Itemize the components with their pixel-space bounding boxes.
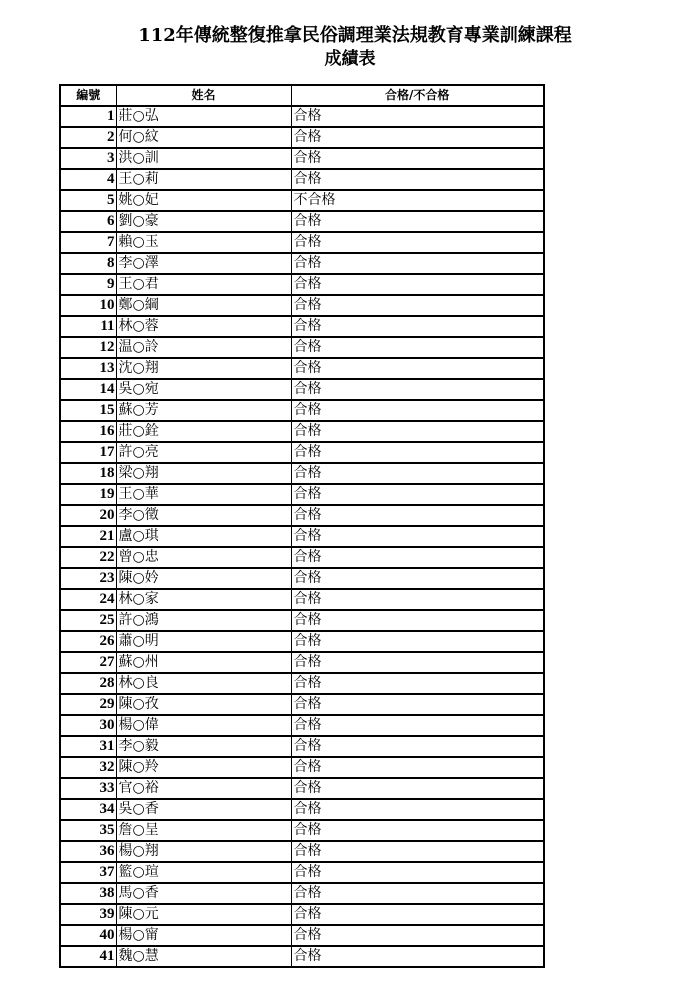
- table-row: [60, 652, 544, 673]
- row-number: 21: [60, 526, 116, 547]
- student-name: 李○毅: [116, 736, 291, 757]
- student-name: 詹○呈: [116, 820, 291, 841]
- document-subtitle: 成績表: [324, 49, 376, 69]
- student-name: 李○澤: [116, 253, 291, 274]
- row-number: 27: [60, 652, 116, 673]
- row-number: 34: [60, 799, 116, 820]
- table-row: [60, 757, 544, 778]
- student-name: 陳○孜: [116, 694, 291, 715]
- pass-result: 合格: [291, 568, 544, 589]
- row-number: 10: [60, 295, 116, 316]
- pass-result: 合格: [291, 442, 544, 463]
- row-number: 29: [60, 694, 116, 715]
- row-number: 13: [60, 358, 116, 379]
- student-name: 馬○香: [116, 883, 291, 904]
- row-number: 9: [60, 274, 116, 295]
- student-name: 李○徵: [116, 505, 291, 526]
- pass-result: 合格: [291, 295, 544, 316]
- student-name: 王○華: [116, 484, 291, 505]
- row-number: 25: [60, 610, 116, 631]
- pass-result: 合格: [291, 232, 544, 253]
- student-name: 楊○翔: [116, 841, 291, 862]
- row-number: 39: [60, 904, 116, 925]
- pass-result: 合格: [291, 925, 544, 946]
- pass-result: 合格: [291, 631, 544, 652]
- pass-result: 合格: [291, 841, 544, 862]
- student-name: 姚○妃: [116, 190, 291, 211]
- student-name: 梁○翔: [116, 463, 291, 484]
- table-row: [60, 862, 544, 883]
- table-row: [60, 316, 544, 337]
- table-row: [60, 694, 544, 715]
- document-title: 112年傳統整復推拿民俗調理業法規教育專業訓練課程: [138, 25, 572, 46]
- pass-result: 合格: [291, 652, 544, 673]
- pass-result: 合格: [291, 211, 544, 232]
- student-name: 洪○訓: [116, 148, 291, 169]
- document-title-block: [0, 24, 700, 70]
- student-name: 林○蓉: [116, 316, 291, 337]
- table-row: [60, 379, 544, 400]
- student-name: 蘇○芳: [116, 400, 291, 421]
- table-row: [60, 337, 544, 358]
- pass-result: 合格: [291, 400, 544, 421]
- table-row: [60, 274, 544, 295]
- row-number: 20: [60, 505, 116, 526]
- row-number: 31: [60, 736, 116, 757]
- score-table-header: [60, 85, 544, 106]
- table-row: [60, 904, 544, 925]
- row-number: 23: [60, 568, 116, 589]
- student-name: 吳○宛: [116, 379, 291, 400]
- table-row: [60, 169, 544, 190]
- row-number: 5: [60, 190, 116, 211]
- table-row: [60, 673, 544, 694]
- pass-result: 合格: [291, 526, 544, 547]
- table-row: [60, 568, 544, 589]
- student-name: 林○良: [116, 673, 291, 694]
- pass-result: 合格: [291, 610, 544, 631]
- row-number: 3: [60, 148, 116, 169]
- row-number: 30: [60, 715, 116, 736]
- student-name: 許○鴻: [116, 610, 291, 631]
- row-number: 12: [60, 337, 116, 358]
- table-row: [60, 463, 544, 484]
- table-row: [60, 253, 544, 274]
- table-row: [60, 148, 544, 169]
- score-table: [59, 84, 545, 968]
- pass-result: 合格: [291, 505, 544, 526]
- pass-result: 合格: [291, 715, 544, 736]
- header-number: 編號: [60, 85, 116, 106]
- student-name: 魏○慧: [116, 946, 291, 967]
- table-row: [60, 505, 544, 526]
- student-name: 楊○甯: [116, 925, 291, 946]
- student-name: 籃○瑄: [116, 862, 291, 883]
- table-row: [60, 127, 544, 148]
- row-number: 24: [60, 589, 116, 610]
- table-row: [60, 736, 544, 757]
- table-row: [60, 631, 544, 652]
- student-name: 莊○銓: [116, 421, 291, 442]
- pass-result: 合格: [291, 316, 544, 337]
- pass-result: 合格: [291, 379, 544, 400]
- student-name: 温○詅: [116, 337, 291, 358]
- header-result: 合格/不合格: [291, 85, 544, 106]
- pass-result: 合格: [291, 274, 544, 295]
- row-number: 41: [60, 946, 116, 967]
- row-number: 40: [60, 925, 116, 946]
- table-row: [60, 295, 544, 316]
- row-number: 19: [60, 484, 116, 505]
- table-row: [60, 925, 544, 946]
- student-name: 賴○玉: [116, 232, 291, 253]
- student-name: 林○家: [116, 589, 291, 610]
- student-name: 盧○琪: [116, 526, 291, 547]
- table-row: [60, 421, 544, 442]
- pass-result: 合格: [291, 589, 544, 610]
- pass-result: 合格: [291, 547, 544, 568]
- table-row: [60, 610, 544, 631]
- student-name: 陳○元: [116, 904, 291, 925]
- row-number: 14: [60, 379, 116, 400]
- pass-result: 合格: [291, 820, 544, 841]
- student-name: 許○亮: [116, 442, 291, 463]
- student-name: 陳○妗: [116, 568, 291, 589]
- table-row: [60, 778, 544, 799]
- student-name: 何○紋: [116, 127, 291, 148]
- pass-result: 合格: [291, 253, 544, 274]
- pass-result: 合格: [291, 106, 544, 127]
- pass-result: 合格: [291, 337, 544, 358]
- table-row: [60, 526, 544, 547]
- student-name: 王○君: [116, 274, 291, 295]
- row-number: 16: [60, 421, 116, 442]
- pass-result: 合格: [291, 463, 544, 484]
- header-row: [60, 85, 544, 106]
- table-row: [60, 211, 544, 232]
- student-name: 鄭○綱: [116, 295, 291, 316]
- pass-result: 合格: [291, 169, 544, 190]
- row-number: 4: [60, 169, 116, 190]
- row-number: 22: [60, 547, 116, 568]
- pass-result: 合格: [291, 778, 544, 799]
- student-name: 陳○羚: [116, 757, 291, 778]
- row-number: 17: [60, 442, 116, 463]
- student-name: 楊○偉: [116, 715, 291, 736]
- row-number: 28: [60, 673, 116, 694]
- table-row: [60, 820, 544, 841]
- table-row: [60, 547, 544, 568]
- row-number: 18: [60, 463, 116, 484]
- pass-result: 合格: [291, 799, 544, 820]
- row-number: 35: [60, 820, 116, 841]
- table-row: [60, 190, 544, 211]
- table-row: [60, 841, 544, 862]
- row-number: 15: [60, 400, 116, 421]
- student-name: 官○裕: [116, 778, 291, 799]
- row-number: 7: [60, 232, 116, 253]
- student-name: 沈○翔: [116, 358, 291, 379]
- student-name: 吳○香: [116, 799, 291, 820]
- row-number: 2: [60, 127, 116, 148]
- score-table-body: [60, 106, 544, 967]
- pass-result: 合格: [291, 673, 544, 694]
- student-name: 曾○忠: [116, 547, 291, 568]
- table-row: [60, 232, 544, 253]
- table-row: [60, 400, 544, 421]
- table-row: [60, 358, 544, 379]
- header-name: 姓名: [116, 85, 291, 106]
- row-number: 38: [60, 883, 116, 904]
- row-number: 37: [60, 862, 116, 883]
- table-row: [60, 106, 544, 127]
- table-row: [60, 946, 544, 967]
- student-name: 蘇○州: [116, 652, 291, 673]
- row-number: 33: [60, 778, 116, 799]
- student-name: 王○莉: [116, 169, 291, 190]
- table-row: [60, 715, 544, 736]
- table-row: [60, 883, 544, 904]
- pass-result: 合格: [291, 904, 544, 925]
- pass-result: 合格: [291, 862, 544, 883]
- pass-result: 合格: [291, 946, 544, 967]
- row-number: 8: [60, 253, 116, 274]
- pass-result: 合格: [291, 127, 544, 148]
- row-number: 11: [60, 316, 116, 337]
- pass-result: 合格: [291, 148, 544, 169]
- pass-result: 合格: [291, 358, 544, 379]
- row-number: 26: [60, 631, 116, 652]
- table-row: [60, 799, 544, 820]
- pass-result: 合格: [291, 484, 544, 505]
- row-number: 32: [60, 757, 116, 778]
- student-name: 莊○弘: [116, 106, 291, 127]
- table-row: [60, 442, 544, 463]
- table-row: [60, 589, 544, 610]
- pass-result: 合格: [291, 757, 544, 778]
- pass-result: 合格: [291, 694, 544, 715]
- pass-result: 合格: [291, 883, 544, 904]
- pass-result: 合格: [291, 736, 544, 757]
- student-name: 劉○豪: [116, 211, 291, 232]
- row-number: 36: [60, 841, 116, 862]
- row-number: 6: [60, 211, 116, 232]
- table-row: [60, 484, 544, 505]
- row-number: 1: [60, 106, 116, 127]
- pass-result: 合格: [291, 421, 544, 442]
- student-name: 蕭○明: [116, 631, 291, 652]
- pass-result: 不合格: [291, 190, 544, 211]
